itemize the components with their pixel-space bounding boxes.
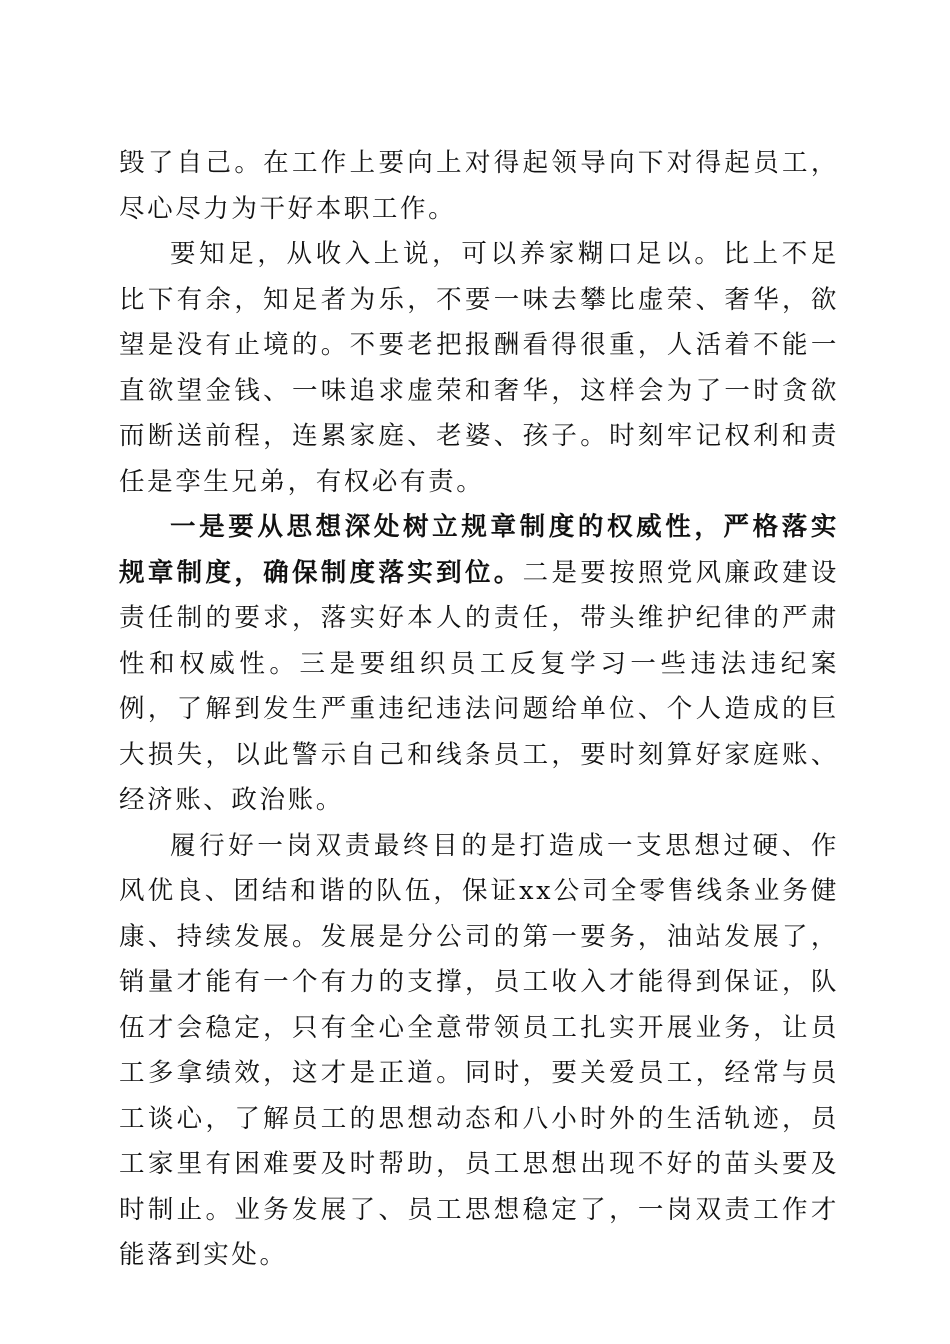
paragraph-3-bold-lead: 一是要从思想深处树立规章制度的权威性，严格落实规章制度，确保制度落实到位。: [119, 512, 839, 588]
paragraph-1: [119, 141, 839, 232]
paragraph-2-text: 要知足，从收入上说，可以养家糊口足以。比上不足比下有余，知足者为乐，不要一味去攀比虚荣、奢华，欲望是没有止境的。不要老把报酬看得很重，人活着不能一直欲望金钱、一味追求虚荣和奢华，这样会为了一时贪欲而断送前程，连累家庭、老婆、孩子。时刻牢记权利和责任是孪生兄弟，有权必有责。: [119, 239, 839, 497]
paragraph-4-text: 履行好一岗双责最终目的是打造成一支思想过硬、作风优良、团结和谐的队伍，保证xx公司全零售线条业务健康、持续发展。发展是分公司的第一要务，油站发展了，销量才能有一个有力的支撑，员工收入才能得到保证，队伍才会稳定，只有全心全意带领员工扎实开展业务，让员工多拿绩效，这才是正道。同时，要关爱员工，经常与员工谈心，了解员工的思想动态和八小时外的生活轨迹，员工家里有困难要及时帮助，员工思想出现不好的苗头要及时制止。业务发展了、员工思想稳定了，一岗双责工作才能落到实处。: [119, 830, 839, 1270]
document-body: [119, 141, 839, 1279]
paragraph-3: [119, 505, 839, 824]
paragraph-4: [119, 824, 839, 1279]
paragraph-3-text: 二是要按照党风廉政建设责任制的要求，落实好本人的责任，带头维护纪律的严肃性和权威性。三是要组织员工反复学习一些违法违纪案例，了解到发生严重违纪违法问题给单位、个人造成的巨大损失，以此警示自己和线条员工，要时刻算好家庭账、经济账、政治账。: [119, 557, 839, 815]
paragraph-2: [119, 232, 839, 505]
paragraph-1-text: 毁了自己。在工作上要向上对得起领导向下对得起员工，尽心尽力为干好本职工作。: [119, 148, 839, 224]
